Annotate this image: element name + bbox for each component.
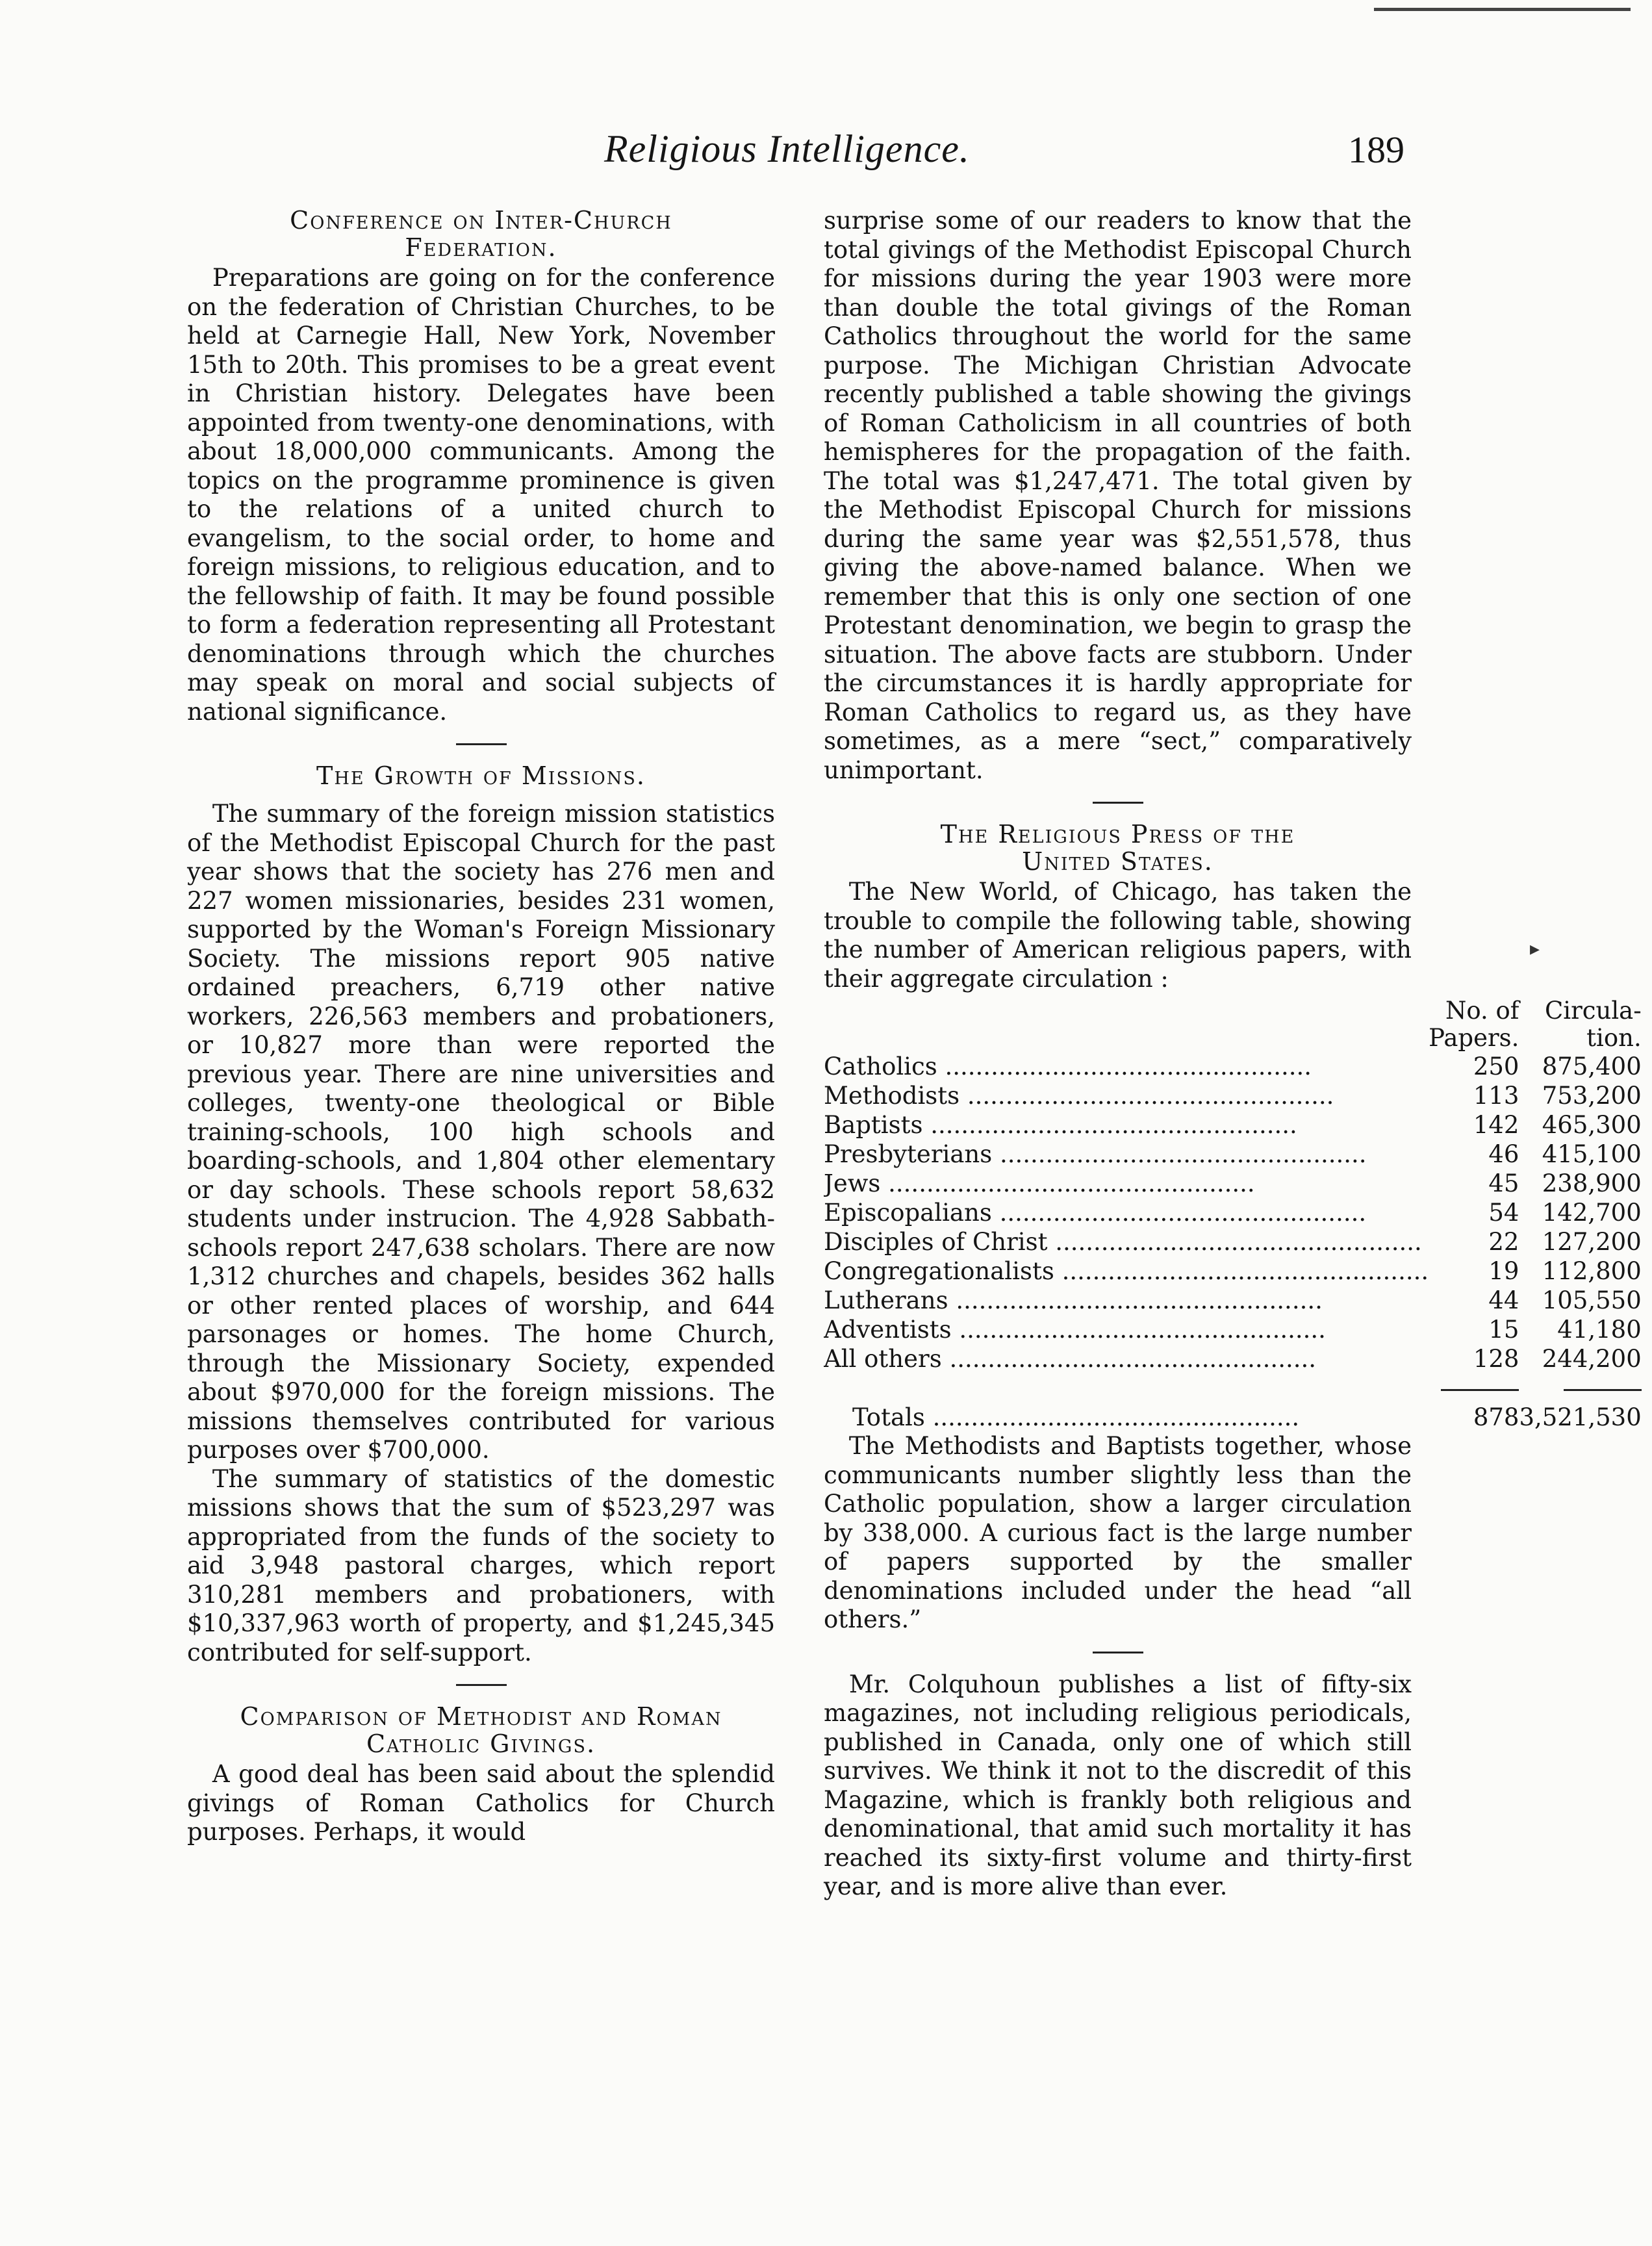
papers-count: 54 — [1488, 1199, 1519, 1227]
column-header-circulation: Circula- tion. — [1544, 997, 1642, 1052]
table-row — [824, 1081, 1642, 1110]
denomination-name: Presbyterians — [824, 1140, 993, 1168]
paragraph: The summary of statistics of the domestic missions shows that the sum of $523,297 was appropriated from the funds of the society to aid 3,948 pastoral charges, which report 310,281 members and probationers, with $10,337,963 worth of property, and $1,245,345 contributed for self-support. — [187, 1464, 775, 1666]
circulation-value: 415,100 — [1542, 1140, 1642, 1168]
denomination-name: Lutherans — [824, 1286, 948, 1314]
heading-religious-press — [824, 821, 1412, 875]
totals-circulation: 3,521,530 — [1519, 1403, 1642, 1431]
denomination-name: Catholics — [824, 1053, 937, 1080]
denomination-name: All others — [824, 1345, 942, 1373]
top-rule — [1374, 8, 1631, 11]
papers-count: 250 — [1473, 1053, 1519, 1080]
page-number: 189 — [1348, 129, 1404, 171]
page-header — [0, 127, 1652, 185]
section-divider — [456, 743, 507, 745]
paragraph: The New World, of Chicago, has taken the trouble to compile the following table, showing the number of American religious papers, with their aggregate circulation : — [824, 878, 1412, 993]
circulation-value: 753,200 — [1542, 1082, 1642, 1110]
papers-count: 142 — [1473, 1111, 1519, 1139]
papers-count: 44 — [1488, 1286, 1519, 1314]
table-row — [824, 1140, 1642, 1169]
sum-rule-row — [824, 1373, 1642, 1403]
table-row — [824, 1169, 1642, 1198]
religious-press-table — [824, 997, 1642, 1432]
circulation-value: 105,550 — [1542, 1286, 1642, 1314]
heading-line: United States. — [1022, 847, 1214, 876]
heading-line: Conference on Inter-Church — [290, 206, 672, 235]
papers-count: 46 — [1488, 1140, 1519, 1168]
denomination-name: Congregationalists — [824, 1257, 1054, 1285]
paragraph: The summary of the foreign mission statistics of the Methodist Episcopal Church for the past year shows that the society has 276 men and 227 women missionaries, besides 231 women, supported by the Woman's Foreign Missionary Society. The missions report 905 native ordained preachers, 6,719 other native workers, 226,563 members and probationers, or 10,827 more than were reported the previous year. There are nine universities and colleges, twenty-one theological or Bible training-schools, 100 high schools and boarding-schools, and 1,804 other elementary or day schools. These schools report 58,632 students under instrucion. The 4,928 Sabbath-schools report 247,638 scholars. There are now 1,312 churches and chapels, besides 362 halls or other rented places of worship, and 644 parsonages or homes. The home Church, through the Missionary Society, expended about $970,000 for the foreign missions. The missions themselves contributed for various purposes over $700,000. — [187, 800, 775, 1464]
denomination-name: Disciples of Christ — [824, 1228, 1048, 1256]
column-header-papers: No. of Papers. — [1429, 997, 1519, 1052]
totals-row — [824, 1403, 1642, 1432]
denomination-name: Baptists — [824, 1111, 923, 1139]
table-row — [824, 1344, 1642, 1373]
denomination-name: Episcopalians — [824, 1199, 992, 1227]
denomination-name: Methodists — [824, 1082, 960, 1110]
circulation-value: 112,800 — [1542, 1257, 1642, 1285]
table-row — [824, 1110, 1642, 1140]
circulation-value: 142,700 — [1542, 1199, 1642, 1227]
table-row — [824, 1052, 1642, 1081]
circulation-value: 875,400 — [1542, 1053, 1642, 1080]
papers-count: 128 — [1473, 1345, 1519, 1373]
heading-line: Catholic Givings. — [366, 1729, 596, 1758]
heading-inter-church-federation — [187, 207, 775, 261]
paragraph: Preparations are going on for the conference on the federation of Christian Churches, to be held at Carnegie Hall, New York, November 15th to 20th. This promises to be a great event in Christian history. Delegates have been appointed from twenty-one denominations, with about 18,000,000 communicants. Among the topics on the programme prominence is given to the relations of a united church to evangelism, to the social order, to home and foreign missions, to religious education, and to the fellowship of faith. It may be found possible to form a federation representing all Protestant denominations through which the churches may speak on moral and social subjects of national significance. — [187, 264, 775, 726]
papers-count: 113 — [1473, 1082, 1519, 1110]
heading-line: The Religious Press of the — [940, 820, 1295, 849]
circulation-value: 41,180 — [1557, 1316, 1642, 1344]
left-column — [187, 207, 775, 1847]
denomination-name: Adventists — [824, 1316, 952, 1344]
table-row — [824, 1198, 1642, 1227]
table-row — [824, 1286, 1642, 1315]
circulation-value: 127,200 — [1542, 1228, 1642, 1256]
denomination-name: Jews — [824, 1169, 881, 1197]
table-row — [824, 1257, 1642, 1286]
circulation-value: 238,900 — [1542, 1169, 1642, 1197]
right-column — [824, 207, 1642, 1902]
table-row — [824, 1227, 1642, 1257]
papers-count: 22 — [1488, 1228, 1519, 1256]
running-title: Religious Intelligence. — [604, 127, 970, 170]
paragraph: The Methodists and Baptists together, whose communicants number slightly less than the Catholic population, show a larger circulation by 338,000. A curious fact is the large number of papers supported by the smaller denominations included under the head “all others.” — [824, 1432, 1412, 1633]
paragraph: A good deal has been said about the splendid givings of Roman Catholics for Church purposes. Perhaps, it would — [187, 1760, 775, 1846]
paragraph: Mr. Colquhoun publishes a list of fifty-six magazines, not including religious periodicals, published in Canada, only one of which still survives. We think it not to the discredit of this Magazine, which is frankly both religious and denominational, that amid such mortality it has reached its sixty-first volume and thirty-first year, and is more alive than ever. — [824, 1670, 1412, 1900]
paragraph-continued: surprise some of our readers to know that the total givings of the Methodist Episcopal Church for missions during the year 1903 were more than double the total givings of the Roman Catholics throughout the world for the same purpose. The Michigan Christian Advocate recently published a table showing the givings of Roman Catholicism in all countries of both hemispheres for the propagation of the faith. The total was $1,247,471. The total given by the Methodist Episcopal Church for missions during the same year was $2,551,578, thus giving the above-named balance. When we remember that this is only one section of one Protestant denomination, we begin to grasp the situation. The above facts are stubborn. Under the circumstances it is hardly appropriate for Roman Catholics to regard us, as they have sometimes, as a mere “sect,” comparatively unimportant. — [824, 207, 1412, 784]
papers-count: 19 — [1488, 1257, 1519, 1285]
papers-count: 15 — [1488, 1316, 1519, 1344]
heading-growth-of-missions: The Growth of Missions. — [316, 761, 646, 790]
section-divider — [1093, 802, 1143, 804]
totals-papers: 878 — [1473, 1403, 1519, 1431]
heading-line: Comparison of Methodist and Roman — [240, 1702, 722, 1731]
section-divider — [1093, 1652, 1143, 1653]
table-header-row — [824, 997, 1642, 1052]
section-divider — [456, 1684, 507, 1686]
heading-comparison-givings — [187, 1703, 775, 1757]
papers-count: 45 — [1488, 1169, 1519, 1197]
heading-line: Federation. — [405, 233, 557, 262]
totals-label: Totals — [852, 1403, 925, 1431]
circulation-value: 465,300 — [1542, 1111, 1642, 1139]
margin-mark: ▸ — [1530, 938, 1540, 960]
table-row — [824, 1315, 1642, 1344]
circulation-value: 244,200 — [1542, 1345, 1642, 1373]
